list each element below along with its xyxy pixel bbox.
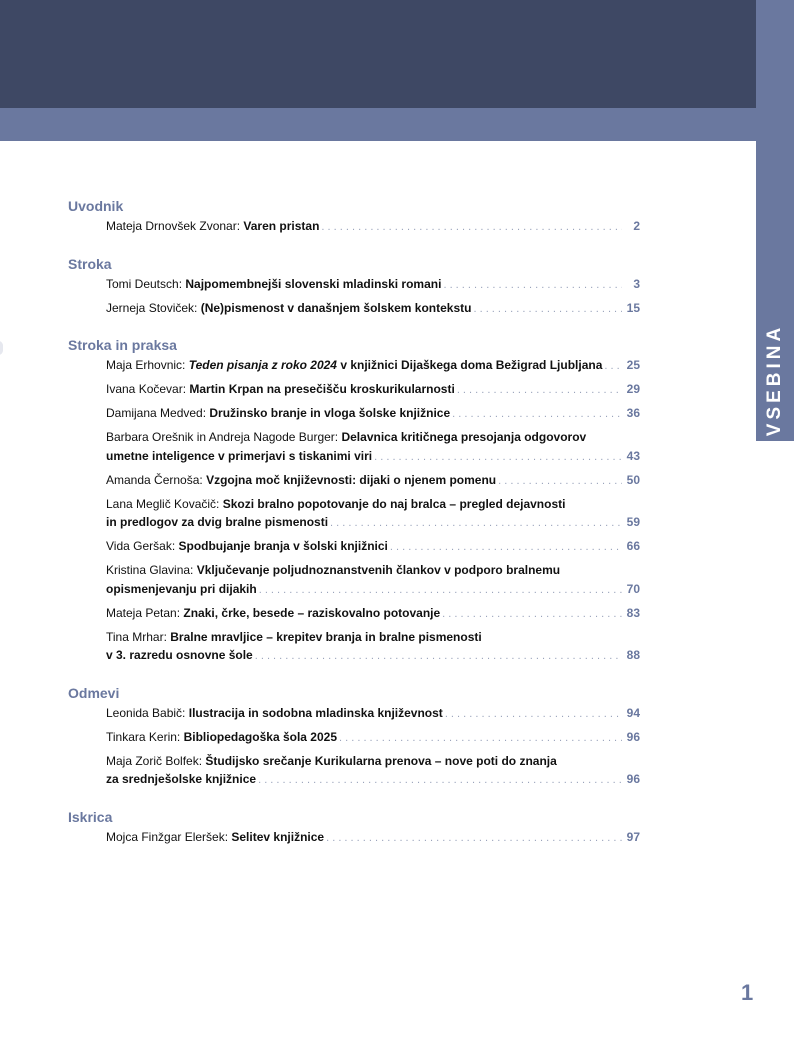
leader-dots <box>339 729 622 748</box>
entry-author: Ivana Kočevar: <box>106 382 190 396</box>
entry-page-number: 94 <box>626 705 640 720</box>
toc-entry-text <box>106 275 441 294</box>
leader-dots <box>330 514 622 533</box>
toc-section <box>68 254 640 319</box>
leader-dots <box>255 647 622 666</box>
section-title: Iskrica <box>68 808 113 825</box>
entry-page-number: 2 <box>633 219 640 233</box>
toc-entry[interactable] <box>106 380 640 400</box>
page-number: 1 <box>741 980 754 1005</box>
entry-title-continued: v 3. razredu osnovne šole <box>106 648 253 662</box>
toc-entry-text <box>106 646 253 665</box>
entry-title: Skozi bralno popotovanje do naj bralca – pregled dejavnosti <box>222 496 566 511</box>
toc-entry-text <box>106 561 560 580</box>
toc-entry-line <box>106 752 640 771</box>
entry-title: Študijsko srečanje Kurikularna prenova – nove poti do znanja <box>205 753 557 768</box>
entry-page-number: 50 <box>626 472 640 487</box>
toc-entry-text <box>106 628 482 647</box>
entry-title-continued: za srednješolske knjižnice <box>106 772 257 786</box>
entry-author: Kristina Glavina: <box>106 563 197 577</box>
entry-author: Tina Mrhar: <box>106 629 171 644</box>
toc-entry-line <box>106 299 640 319</box>
toc-entry-text <box>106 580 257 599</box>
leader-dots <box>452 405 622 424</box>
entry-page-number: 43 <box>626 448 640 463</box>
toc-entry-line <box>106 728 640 748</box>
entry-author: Barbara Orešnik in Andreja Nagode Burger: <box>106 430 342 444</box>
toc-entry-text <box>106 404 450 423</box>
toc-entry-text <box>106 728 337 747</box>
leader-dots <box>473 300 622 319</box>
entry-page-number: 83 <box>626 605 640 620</box>
entry-title: Selitev knjižnice <box>231 829 325 844</box>
leader-dots <box>258 771 622 790</box>
entry-author: Mateja Drnovšek Zvonar: <box>106 219 244 233</box>
entry-title: Bralne mravljice – krepitev branja in bralne pismenosti <box>170 629 482 644</box>
entry-page-number: 96 <box>626 729 640 744</box>
toc-entry[interactable] <box>106 704 640 724</box>
toc-entry-text <box>106 471 496 490</box>
entry-author: Lana Meglič Kovačič: <box>106 496 223 511</box>
entry-title: (Ne)pismenost v današnjem šolskem kontekstu <box>200 300 472 315</box>
toc-entry-line <box>106 380 640 400</box>
toc-entry-line <box>106 428 640 447</box>
entry-page-number: 15 <box>626 300 640 315</box>
section-title: Odmevi <box>68 684 120 701</box>
toc-entry[interactable] <box>106 299 640 319</box>
leader-dots <box>374 448 622 467</box>
entry-title-continued: opismenjevanju pri dijakih <box>106 581 257 596</box>
entry-author: Leonida Babič: <box>106 705 189 720</box>
toc-entry-line <box>106 513 640 533</box>
leader-dots <box>445 705 622 724</box>
entry-title: Vključevanje poljudnoznanstvenih člankov v podporo bralnemu <box>196 563 561 577</box>
toc-entry-line <box>106 704 640 724</box>
entry-page-number: 36 <box>626 406 640 420</box>
leader-dots <box>442 605 622 624</box>
toc-entry-line <box>106 447 640 467</box>
leader-dots <box>457 381 622 400</box>
leader-dots <box>321 218 622 237</box>
toc-entry-text <box>106 537 388 556</box>
toc-entry[interactable] <box>106 728 640 748</box>
entry-page-number: 59 <box>626 515 640 529</box>
toc-entry-line <box>106 275 640 295</box>
entry-title: Vzgojna moč književnosti: dijaki o njenem pomenu <box>206 472 497 487</box>
toc-entry-text <box>106 428 586 447</box>
entry-author: Maja Erhovnic: <box>106 358 189 372</box>
toc-entry[interactable] <box>106 471 640 491</box>
toc-entry[interactable] <box>106 828 640 848</box>
entry-title: Najpomembnejši slovenski mladinski romani <box>185 276 442 291</box>
entry-author: Tomi Deutsch: <box>106 276 186 291</box>
leader-dots <box>326 829 622 848</box>
toc-section <box>68 807 640 848</box>
toc-entry-text <box>106 770 256 789</box>
toc-entry-line <box>106 217 640 237</box>
entry-title: Ilustracija in sodobna mladinska književnost <box>188 705 443 720</box>
toc-entry[interactable] <box>106 752 640 790</box>
table-of-contents <box>68 196 640 864</box>
toc-entry[interactable] <box>106 537 640 557</box>
toc-entry[interactable] <box>106 356 640 376</box>
toc-entry-line <box>106 537 640 557</box>
toc-entry-text <box>106 217 319 236</box>
toc-entry-line <box>106 580 640 600</box>
leader-dots <box>604 357 622 376</box>
toc-entry-line <box>106 646 640 666</box>
entry-page-number: 25 <box>626 358 640 372</box>
toc-entry[interactable] <box>106 495 640 533</box>
entry-author: Mojca Finžgar Eleršek: <box>106 829 232 844</box>
toc-section <box>68 335 640 666</box>
toc-entry-text <box>106 356 602 375</box>
toc-section <box>68 683 640 790</box>
toc-entry-line <box>106 495 640 514</box>
entry-title-continued: umetne inteligence v primerjavi s tiskanimi viri <box>106 448 373 463</box>
entry-title-italic: Teden pisanja z roko 2024 <box>188 358 337 372</box>
entry-title: Martin Krpan na presečišču kroskurikularnosti <box>189 382 455 396</box>
entry-title: Družinsko branje in vloga šolske knjižnice <box>209 406 451 420</box>
entry-author: Mateja Petan: <box>106 605 184 620</box>
entry-page-number: 66 <box>626 539 640 553</box>
entry-page-number: 29 <box>626 382 640 396</box>
toc-entry-text <box>106 447 372 466</box>
leader-dots <box>498 472 622 491</box>
toc-entry-line <box>106 471 640 491</box>
toc-entry-line <box>106 561 640 580</box>
toc-entry-text <box>106 495 565 514</box>
section-title: Stroka in praksa <box>68 337 177 353</box>
leader-dots <box>390 538 622 557</box>
entry-author: Amanda Černoša: <box>106 472 207 487</box>
section-title: Uvodnik <box>68 198 124 214</box>
toc-entry-line <box>106 356 640 376</box>
entry-title: Bibliopedagoška šola 2025 <box>183 729 337 744</box>
toc-entry-text <box>106 299 471 318</box>
entry-author: Maja Zorič Bolfek: <box>106 753 206 768</box>
toc-entry[interactable] <box>106 428 640 466</box>
entry-author: Vida Geršak: <box>106 539 179 553</box>
entry-page-number: 97 <box>626 829 640 844</box>
toc-entry[interactable] <box>106 275 640 295</box>
entry-page-number: 70 <box>626 581 640 596</box>
toc-entry-text <box>106 513 328 532</box>
header-band-dark <box>0 0 756 108</box>
toc-entry-text <box>106 604 440 623</box>
side-tab-label: VSEBINA <box>764 323 785 437</box>
toc-entry-text <box>106 752 557 771</box>
leader-dots <box>443 276 622 295</box>
entry-author: Damijana Medved: <box>106 406 210 420</box>
entry-title: Delavnica kritičnega presojanja odgovorov <box>341 430 587 444</box>
section-title: Stroka <box>68 255 112 272</box>
toc-section <box>68 196 640 237</box>
entry-title: Spodbujanje branja v šolski knjižnici <box>178 539 388 553</box>
toc-entry-line <box>106 770 640 790</box>
page-edge-mark <box>0 341 3 355</box>
toc-entry[interactable] <box>106 561 640 599</box>
entry-author: Jerneja Stoviček: <box>106 300 201 315</box>
entry-title-continued: in predlogov za dvig bralne pismenosti <box>106 515 329 529</box>
entry-author: Tinkara Kerin: <box>106 729 184 744</box>
toc-entry-text <box>106 380 455 399</box>
entry-page-number: 96 <box>626 772 640 786</box>
toc-entry[interactable] <box>106 217 640 237</box>
toc-entry-line <box>106 628 640 647</box>
toc-entry-text <box>106 828 324 847</box>
entry-title: Varen pristan <box>243 219 320 233</box>
toc-entry[interactable] <box>106 604 640 624</box>
entry-title: v knjižnici Dijaškega doma Bežigrad Ljubljana <box>336 358 603 372</box>
toc-entry-text <box>106 704 443 723</box>
entry-page-number: 3 <box>633 276 640 291</box>
entry-title: Znaki, črke, besede – raziskovalno potovanje <box>183 605 441 620</box>
toc-entry-line <box>106 404 640 424</box>
toc-entry[interactable] <box>106 628 640 666</box>
toc-entry-line <box>106 828 640 848</box>
leader-dots <box>259 581 622 600</box>
toc-entry[interactable] <box>106 404 640 424</box>
entry-page-number: 88 <box>626 648 640 662</box>
toc-entry-line <box>106 604 640 624</box>
